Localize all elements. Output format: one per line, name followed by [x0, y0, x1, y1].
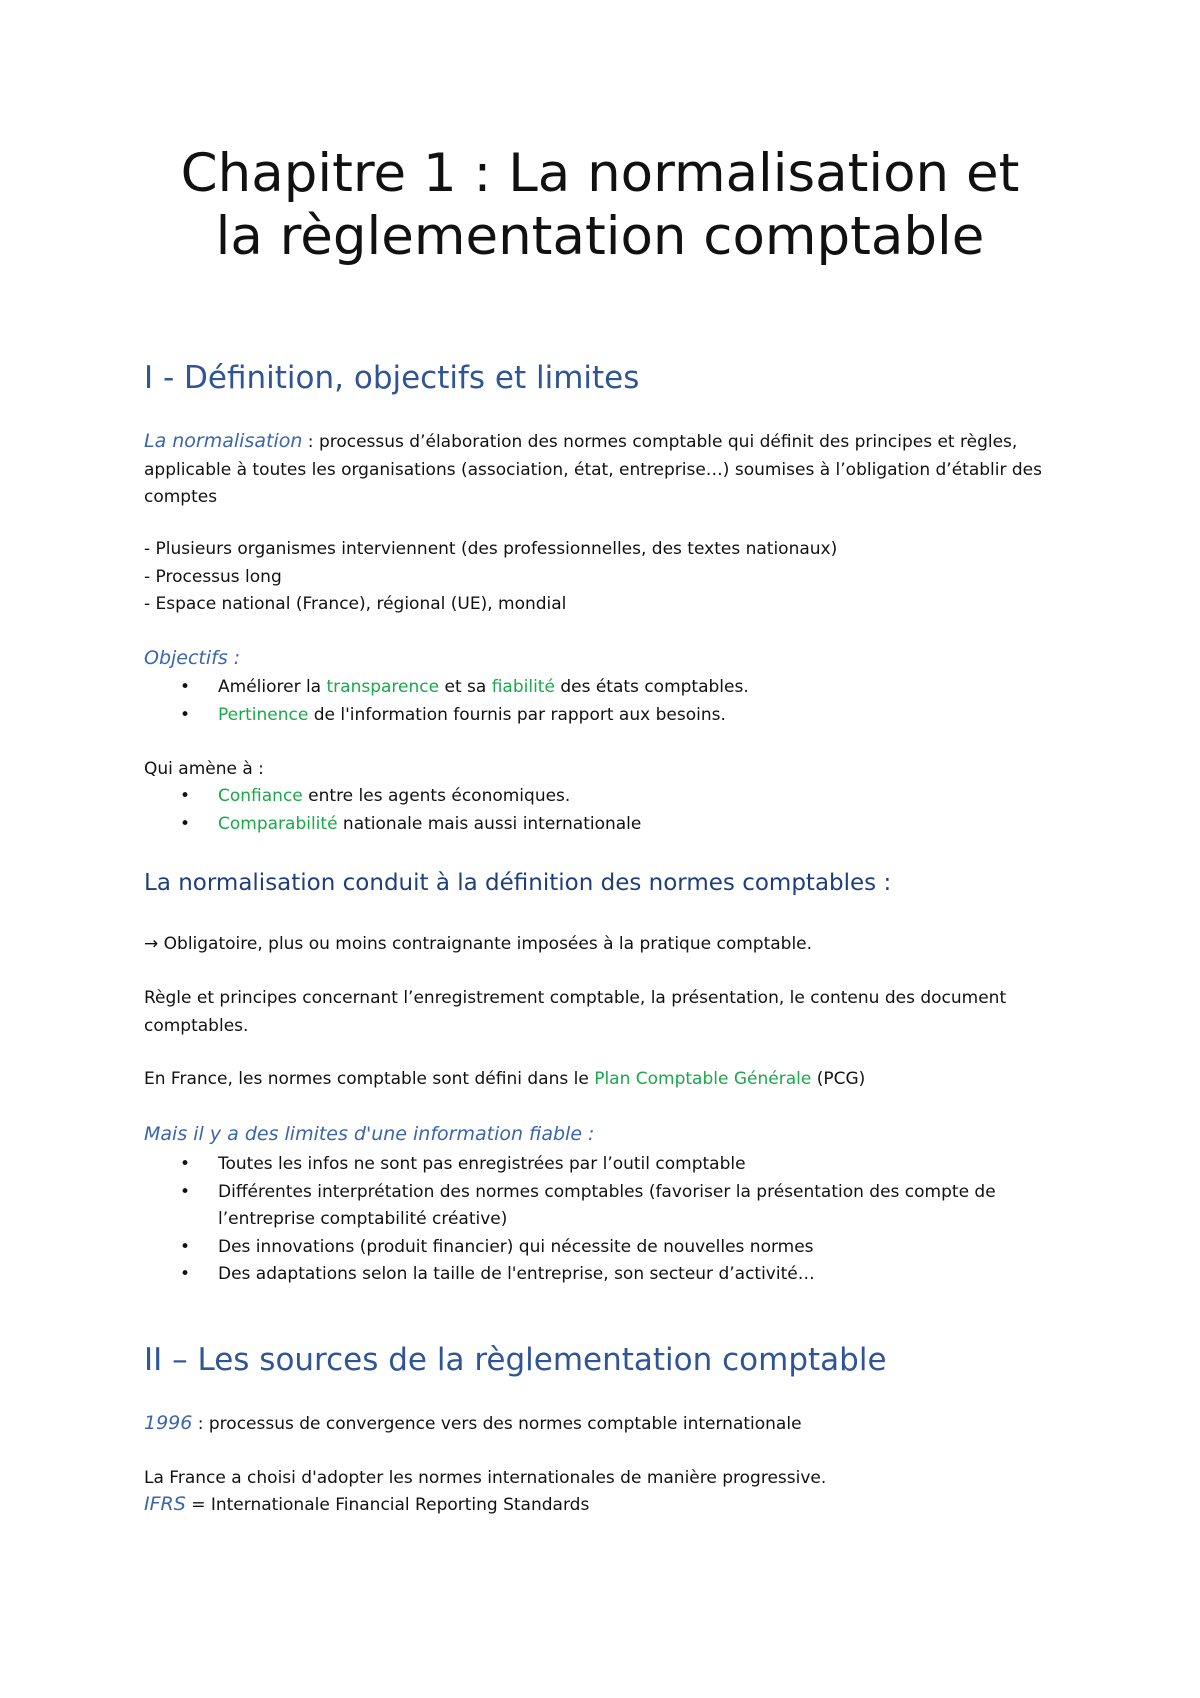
objectif-1-highlight-transparence: transparence [326, 677, 440, 697]
france-text-a: En France, les normes comptable sont défini dans le [144, 1069, 595, 1089]
consequence-2-highlight: Comparabilité [218, 813, 338, 834]
limite-3-text: Des innovations (produit financier) qui nécessite de nouvelles normes [218, 1236, 814, 1257]
definition-paragraph [144, 428, 1064, 512]
objectif-1-text-a: Améliorer la [218, 677, 327, 697]
bullet-icon: • [180, 786, 191, 806]
consequence-2-text: nationale mais aussi internationale [337, 813, 642, 834]
regle-paragraph: Règle et principes concernant l’enregistrement comptable, la présentation, le contenu des document comptables. [144, 988, 1007, 1036]
year-text: : processus de convergence vers des normes comptable internationale [192, 1414, 802, 1434]
objectif-1-text-c: des états comptables. [554, 677, 749, 697]
france-text-b: (PCG) [811, 1069, 866, 1089]
page-title-line-2: la règlementation comptable [215, 206, 985, 267]
page-title [0, 142, 1200, 268]
objectifs-label: Objectifs : [144, 647, 241, 669]
bullet-icon: • [180, 1154, 191, 1174]
definition-text: : processus d’élaboration des normes comptable qui définit des principes et règles, applicable à toutes les organisations (association, état, entreprise…) soumises à l’obligation d’établir des comptes [144, 432, 1042, 507]
section-2-heading: II – Les sources de la règlementation comptable [144, 1342, 887, 1378]
dash-item-1: - Plusieurs organismes interviennent (des professionnelles, des textes nationaux) [144, 539, 838, 559]
pcg-highlight: Plan Comptable Générale [594, 1069, 812, 1089]
qui-amene-label: Qui amène à : [144, 759, 264, 779]
objectif-1-highlight-fiabilite: fiabilité [491, 677, 555, 697]
limite-2-text: Différentes interprétation des normes comptables (favoriser la présentation des compte de l’entreprise comptabilité créative) [218, 1181, 996, 1229]
arrow-paragraph: → Obligatoire, plus ou moins contraignante imposées à la pratique comptable. [144, 934, 813, 954]
list-item [144, 1234, 1064, 1262]
france-paragraph [144, 1066, 1064, 1094]
dash-item-3: - Espace national (France), régional (UE), mondial [144, 594, 567, 614]
year-term: 1996 [144, 1412, 193, 1434]
consequence-1-text: entre les agents économiques. [302, 786, 571, 806]
conduit-heading: La normalisation conduit à la définition des normes comptables : [144, 870, 892, 896]
limite-1-text: Toutes les infos ne sont pas enregistrées par l’outil comptable [218, 1154, 746, 1174]
list-item [144, 702, 1064, 730]
section-1-heading: I - Définition, objectifs et limites [144, 360, 640, 396]
objectif-2-highlight-pertinence: Pertinence [218, 704, 309, 725]
ifrs-paragraph [144, 1491, 1064, 1520]
bullet-icon: • [180, 1236, 191, 1257]
objectif-1-text-b: et sa [439, 677, 492, 697]
bullet-icon: • [180, 677, 191, 697]
ifrs-term: IFRS [144, 1493, 186, 1515]
dash-item-2: - Processus long [144, 566, 282, 587]
bullet-icon: • [180, 1264, 191, 1284]
bullet-icon: • [180, 813, 191, 834]
objectif-2-text: de l'information fournis par rapport aux besoins. [308, 704, 726, 725]
list-item [144, 1261, 1064, 1289]
objectifs-list [144, 674, 1064, 729]
list-item [144, 1151, 1064, 1179]
definition-term: La normalisation [144, 430, 303, 452]
list-item [144, 674, 1064, 702]
page-title-line-1: Chapitre 1 : La normalisation et [180, 143, 1020, 204]
bullet-icon: • [180, 704, 191, 725]
list-item [144, 783, 1064, 811]
list-item [144, 811, 1064, 839]
bullet-icon: • [180, 1181, 191, 1202]
list-item [144, 1179, 1064, 1234]
france-adopt-paragraph: La France a choisi d'adopter les normes internationales de manière progressive. [144, 1468, 827, 1488]
limites-label: Mais il y a des limites d'une information fiable : [144, 1123, 595, 1145]
consequences-list [144, 783, 1064, 838]
consequence-1-highlight: Confiance [218, 786, 303, 806]
limites-list [144, 1151, 1064, 1289]
ifrs-text: = Internationale Financial Reporting Standards [185, 1495, 590, 1515]
limite-4-text: Des adaptations selon la taille de l'entreprise, son secteur d’activité… [218, 1264, 815, 1284]
year-paragraph [144, 1410, 1064, 1439]
